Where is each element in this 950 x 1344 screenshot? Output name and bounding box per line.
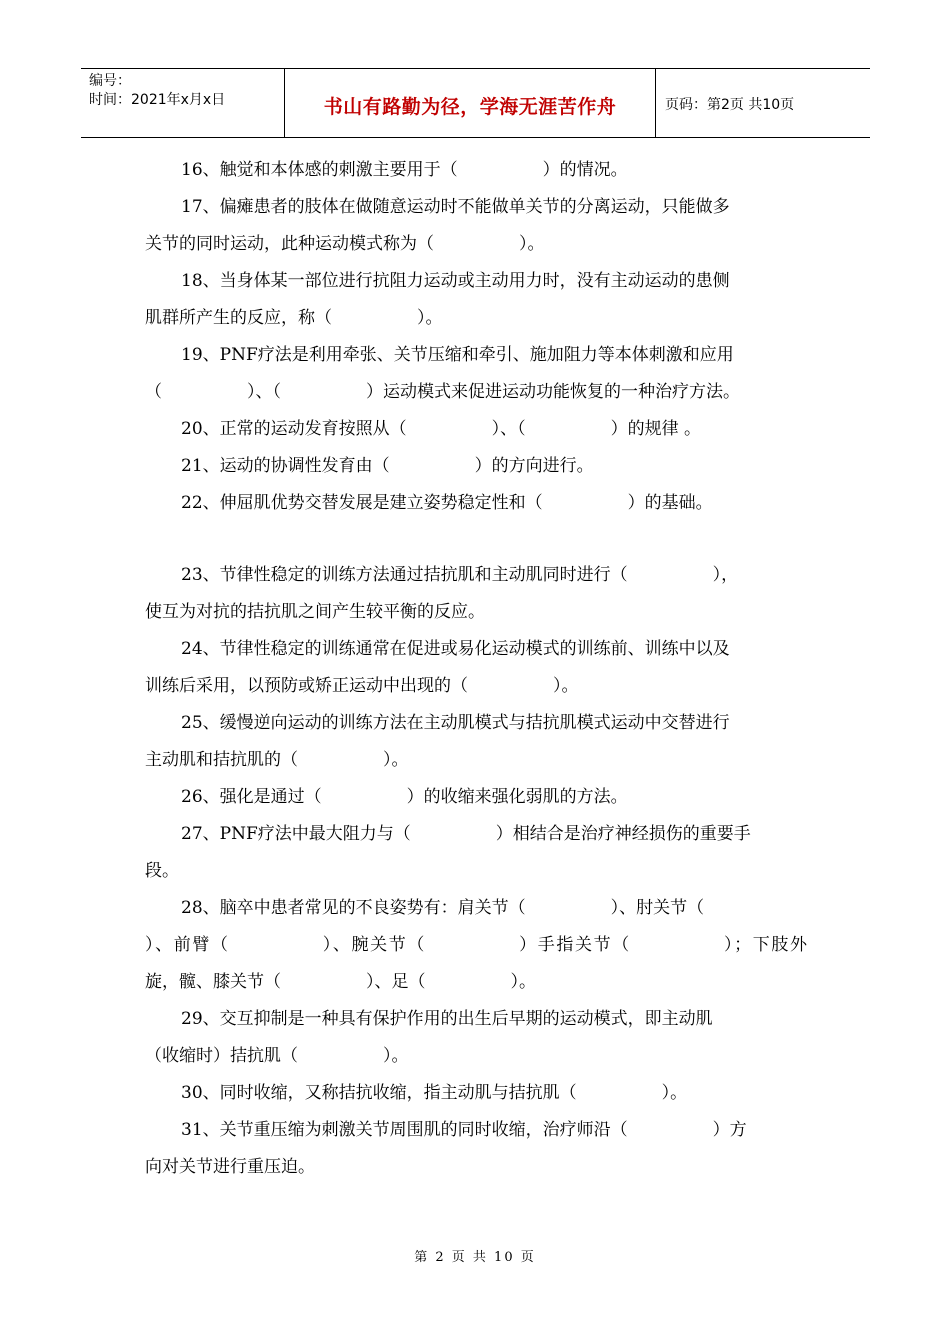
question-line: 24、节律性稳定的训练通常在促进或易化运动模式的训练前、训练中以及 bbox=[181, 639, 730, 659]
question-26 bbox=[145, 779, 807, 816]
question-line: 30、同时收缩，又称拮抗收缩，指主动肌与拮抗肌（ ）。 bbox=[181, 1083, 688, 1103]
header-page-number: 页码：第2页 共10页 bbox=[665, 97, 795, 113]
header-meta-cell bbox=[81, 69, 284, 137]
question-line: 20、正常的运动发育按照从（ ）、（ ）的规律 。 bbox=[181, 419, 702, 439]
question-line: 19、PNF疗法是利用牵张、关节压缩和牵引、施加阻力等本体刺激和应用 bbox=[181, 345, 734, 365]
question-27 bbox=[145, 816, 807, 890]
question-29 bbox=[145, 1001, 807, 1075]
question-line: 肌群所产生的反应，称（ ）。 bbox=[145, 308, 443, 328]
question-line: 27、PNF疗法中最大阻力与（ ）相结合是治疗神经损伤的重要手 bbox=[181, 824, 751, 844]
question-line: （ ）、（ ）运动模式来促进运动功能恢复的一种治疗方法。 bbox=[145, 382, 740, 402]
question-25 bbox=[145, 705, 807, 779]
question-16 bbox=[145, 152, 807, 189]
question-17 bbox=[145, 189, 807, 263]
paragraph-gap bbox=[145, 522, 807, 557]
question-line: 段。 bbox=[145, 861, 179, 881]
question-line: 关节的同时运动，此种运动模式称为（ ）。 bbox=[145, 234, 545, 254]
question-31 bbox=[145, 1112, 807, 1186]
doc-number-label: 编号： bbox=[89, 73, 131, 89]
question-line: 16、触觉和本体感的刺激主要用于（ ）的情况。 bbox=[181, 160, 628, 180]
question-24 bbox=[145, 631, 807, 705]
question-19 bbox=[145, 337, 807, 411]
question-line: 21、运动的协调性发育由（ ）的方向进行。 bbox=[181, 456, 594, 476]
header-motto: 书山有路勤为径，学海无涯苦作舟 bbox=[323, 96, 617, 118]
header-page-cell bbox=[656, 69, 870, 137]
header-motto-cell bbox=[284, 69, 656, 137]
question-line: 25、缓慢逆向运动的训练方法在主动肌模式与拮抗肌模式运动中交替进行 bbox=[181, 713, 730, 733]
question-21 bbox=[145, 448, 807, 485]
question-line: 23、节律性稳定的训练方法通过拮抗肌和主动肌同时进行（ ）， bbox=[181, 565, 739, 585]
question-line: 18、当身体某一部位进行抗阻力运动或主动用力时，没有主动运动的患侧 bbox=[181, 271, 730, 291]
question-line: 22、伸屈肌优势交替发展是建立姿势稳定性和（ ）的基础。 bbox=[181, 493, 713, 513]
question-line: 训练后采用，以预防或矫正运动中出现的（ ）。 bbox=[145, 676, 579, 696]
question-line: 26、强化是通过（ ）的收缩来强化弱肌的方法。 bbox=[181, 787, 628, 807]
question-28 bbox=[145, 890, 807, 1001]
question-line: 31、关节重压缩为刺激关节周围肌的同时收缩，治疗师沿（ ）方 bbox=[181, 1120, 747, 1140]
question-line: 向对关节进行重压迫。 bbox=[145, 1157, 315, 1177]
question-line: ）、前臂（ ）、腕关节（ ）手指关节（ ）；下肢外 bbox=[145, 935, 807, 955]
question-list bbox=[145, 152, 807, 1186]
page-footer: 第 2 页 共 10 页 bbox=[414, 1250, 536, 1265]
question-22 bbox=[145, 485, 807, 522]
question-line: 28、脑卒中患者常见的不良姿势有：肩关节（ ）、肘关节（ bbox=[181, 898, 705, 918]
question-20 bbox=[145, 411, 807, 448]
question-line: 旋，髋、膝关节（ ）、足（ ）。 bbox=[145, 972, 536, 992]
question-23 bbox=[145, 557, 807, 631]
question-30 bbox=[145, 1075, 807, 1112]
question-line: 29、交互抑制是一种具有保护作用的出生后早期的运动模式，即主动肌 bbox=[181, 1009, 713, 1029]
doc-time-label: 时间：2021年x月x日 bbox=[89, 92, 226, 108]
question-line: 使互为对抗的拮抗肌之间产生较平衡的反应。 bbox=[145, 602, 485, 622]
question-line: 17、偏瘫患者的肢体在做随意运动时不能做单关节的分离运动，只能做多 bbox=[181, 197, 730, 217]
question-line: （收缩时）拮抗肌（ ）。 bbox=[145, 1046, 409, 1066]
question-line: 主动肌和拮抗肌的（ ）。 bbox=[145, 750, 409, 770]
question-18 bbox=[145, 263, 807, 337]
page-header bbox=[81, 68, 870, 138]
